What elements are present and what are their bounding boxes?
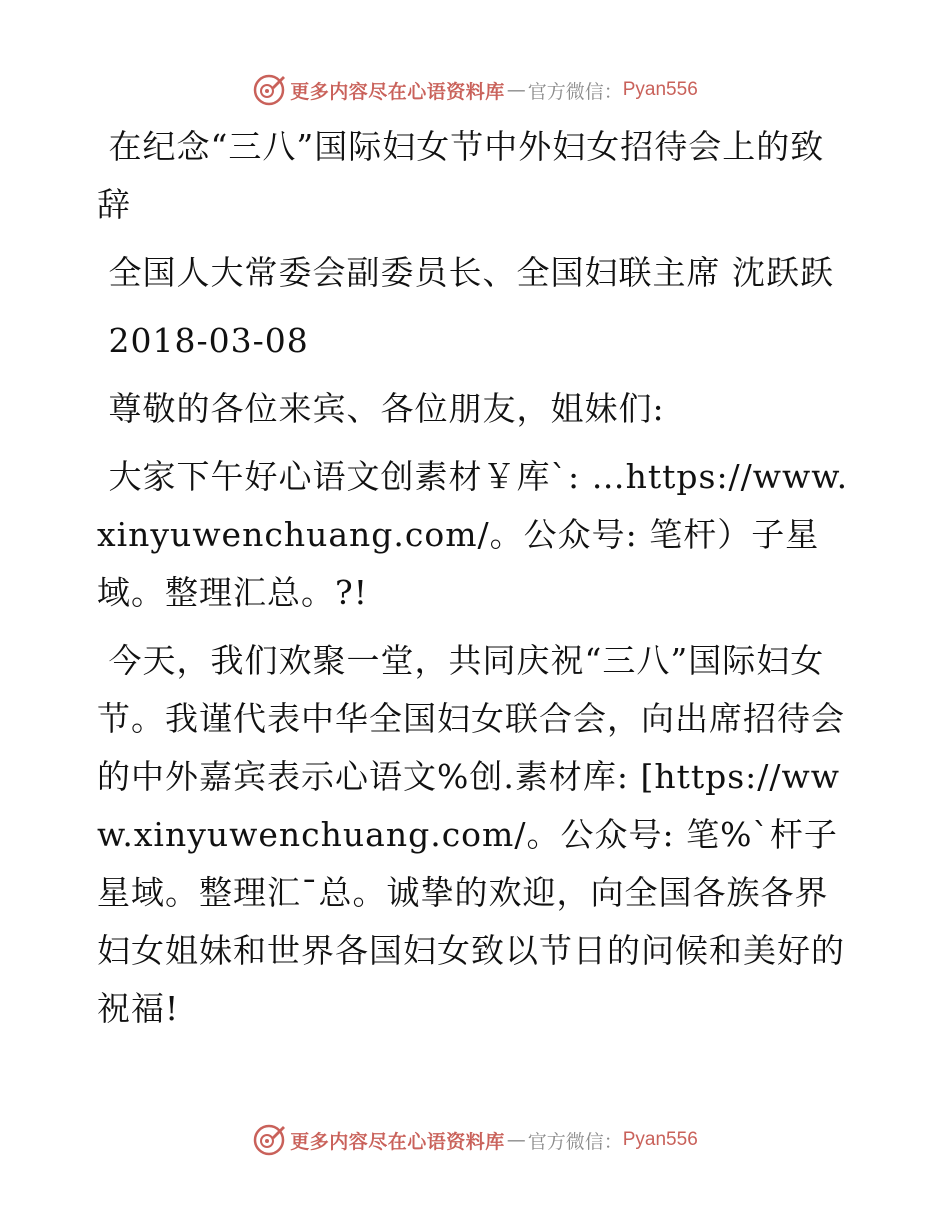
banner-slogan: 更多内容尽在心语资料库: [290, 80, 505, 103]
banner-separator: —: [506, 1129, 526, 1151]
banner-wechat-id: Pyan556: [622, 79, 698, 100]
footer-banner: [0, 1120, 950, 1160]
document-paragraph-1: 大家下午好心语文创素材￥库`: …https://www.xinyuwenchuang.com/。公众号: 笔杆）子星域。整理汇总。?!: [97, 457, 849, 612]
pen-circle-logo-icon: [252, 73, 286, 107]
document-title: 在纪念“三八”国际妇女节中外妇女招待会上的致辞: [97, 127, 825, 224]
document-greeting: 尊敬的各位来宾、各位朋友，姐妹们:: [97, 389, 665, 428]
document-paragraph-2: 今天，我们欢聚一堂，共同庆祝“三八”国际妇女节。我谨代表中华全国妇女联合会，向出席招待会的中外嘉宾表示心语文%创.素材库: [https://www.xinyuwenchuang.com/。公众号: 笔%`杆子星域。整理汇¯总。诚挚的欢迎，向全国各族各界妇女姐妹和世界各国妇女致以节日的问候和美好的祝福!: [97, 641, 845, 1028]
banner-wechat-id: Pyan556: [622, 1129, 698, 1150]
document-body: [97, 118, 857, 1038]
banner-separator: —: [506, 79, 526, 101]
banner-slogan: 更多内容尽在心语资料库: [290, 1130, 505, 1153]
document-author: 全国人大常委会副委员长、全国妇联主席 沈跃跃: [97, 253, 834, 292]
banner-wechat-label: 官方微信：: [527, 80, 623, 103]
pen-circle-logo-icon: [252, 1123, 286, 1157]
document-date: 2018-03-08: [97, 321, 309, 360]
header-banner: [0, 70, 950, 110]
banner-wechat-label: 官方微信：: [527, 1130, 623, 1153]
